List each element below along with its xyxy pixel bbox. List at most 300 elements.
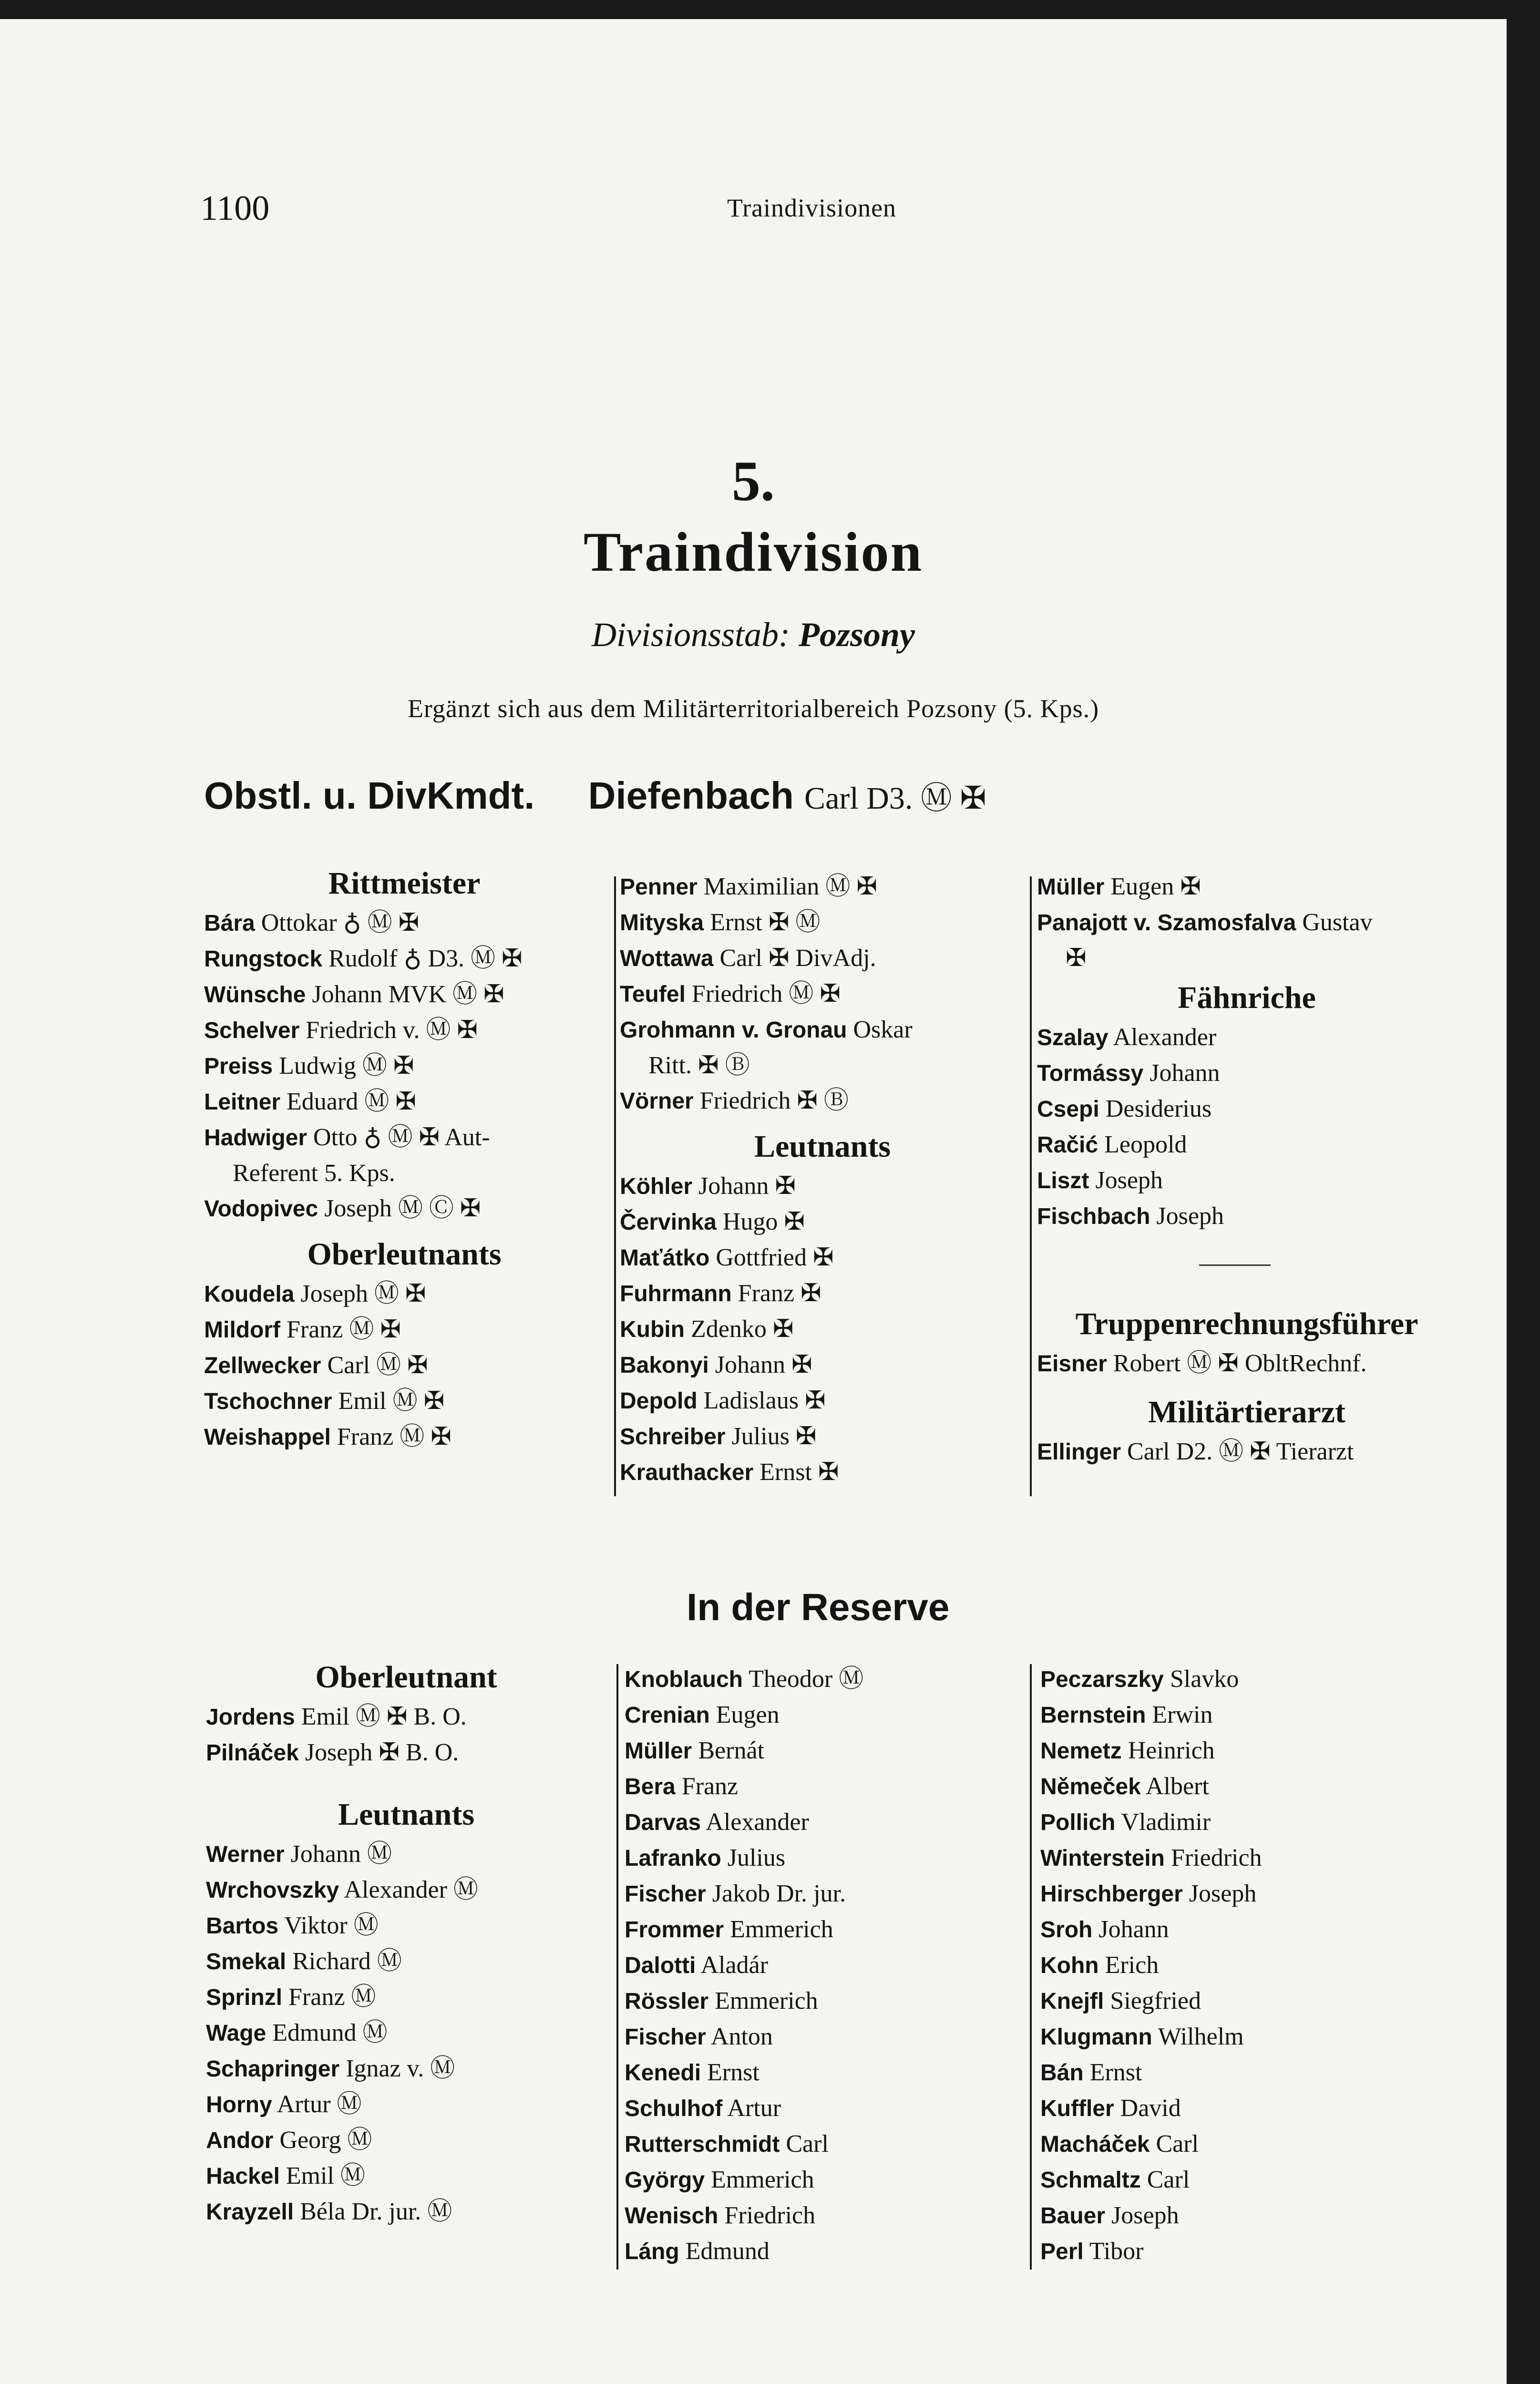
surname: Wrchovszky	[206, 1878, 339, 1903]
surname: Teufel	[620, 982, 686, 1007]
list-item	[1037, 1056, 1457, 1091]
details: Erich	[1105, 1952, 1159, 1979]
list-item	[1040, 2234, 1460, 2270]
section-heading: Oberleutnant	[315, 1660, 497, 1695]
details: Franz Ⓜ	[288, 1983, 376, 2011]
list-item	[1040, 2162, 1460, 2198]
surname: Kubin	[620, 1317, 685, 1342]
divisionsstab-line	[0, 615, 1507, 655]
surname: Tschochner	[204, 1389, 332, 1414]
details: Carl	[1156, 2130, 1199, 2158]
surname: Pollich	[1040, 1810, 1116, 1835]
surname: Andor	[206, 2128, 274, 2153]
details: Johann MVK Ⓜ ✠	[312, 981, 504, 1008]
list-item	[625, 1948, 1025, 1983]
details: Friedrich	[1170, 1844, 1262, 1871]
list-item	[620, 1312, 1025, 1347]
list-item	[206, 1944, 606, 1980]
scan-border-top	[0, 0, 1540, 19]
details: Joseph	[1095, 1167, 1163, 1194]
surname: Sroh	[1040, 1917, 1093, 1942]
reserve-leutnants-list-2	[625, 1662, 1025, 2270]
details: Desiderius	[1105, 1095, 1212, 1122]
details: Heinrich	[1128, 1737, 1215, 1764]
details: Oskar	[853, 1016, 913, 1043]
surname: Leitner	[204, 1089, 281, 1115]
details: Eugen ✠	[1110, 873, 1201, 900]
details: Franz	[681, 1773, 739, 1800]
surname: Krayzell	[206, 2199, 294, 2225]
list-item	[1037, 1346, 1457, 1382]
column-reserve-2	[625, 1662, 1025, 2270]
list-item	[204, 1013, 605, 1048]
details: Johann	[1150, 1059, 1220, 1087]
running-head: Traindivisionen	[727, 194, 897, 222]
list-item	[206, 2015, 606, 2051]
list-item	[1040, 1983, 1460, 2019]
surname: Němeček	[1040, 1774, 1141, 1799]
details: Joseph ✠ B. O.	[305, 1739, 459, 1766]
division-title: Traindivision	[583, 521, 924, 583]
details: Emmerich	[715, 1987, 818, 2014]
details: Otto ♁ Ⓜ ✠ Aut-	[313, 1124, 490, 1151]
surname: Kuffler	[1040, 2096, 1114, 2121]
details: Julius	[727, 1844, 786, 1871]
surname: Kenedi	[625, 2060, 701, 2086]
surname: Bakonyi	[620, 1353, 709, 1378]
commander-details: Carl D3. Ⓜ ✠	[804, 781, 986, 816]
details: Leopold	[1104, 1131, 1187, 1158]
details: Aladár	[700, 1952, 768, 1979]
details: Albert	[1145, 1773, 1209, 1800]
surname: Jordens	[206, 1705, 295, 1730]
surname: Preiss	[204, 1054, 273, 1079]
surname: Schulhof	[625, 2096, 723, 2121]
list-item	[204, 941, 605, 977]
list-item	[1040, 1733, 1460, 1769]
details: Joseph Ⓜ ✠	[300, 1280, 426, 1307]
surname: Wage	[206, 2021, 267, 2046]
section-heading: Militärtierarzt	[1148, 1395, 1346, 1429]
list-item	[204, 1419, 605, 1455]
surname: Werner	[206, 1842, 285, 1867]
surname: Crenian	[625, 1703, 710, 1728]
list-item	[204, 1048, 605, 1084]
list-item	[620, 1048, 1025, 1083]
commander-rank: Obstl. u. DivKmdt.	[204, 774, 535, 817]
details: Franz ✠	[738, 1280, 821, 1307]
surname: Rössler	[625, 1989, 709, 2014]
surname: Grohmann v. Gronau	[620, 1017, 847, 1043]
list-item	[1037, 1091, 1457, 1127]
list-item	[206, 2123, 606, 2158]
details: Eduard Ⓜ ✠	[287, 1088, 416, 1115]
list-item	[206, 2051, 606, 2087]
list-item	[1040, 1769, 1460, 1805]
section-heading: Leutnants	[338, 1797, 475, 1832]
details: Joseph	[1189, 1880, 1257, 1907]
list-item	[204, 1156, 605, 1191]
list-item	[204, 1276, 605, 1312]
surname: Hirschberger	[1040, 1881, 1183, 1907]
details: Artur Ⓜ	[277, 2091, 362, 2118]
details: Eugen	[716, 1701, 780, 1728]
list-item	[1037, 1127, 1457, 1163]
details: Johann ✠	[698, 1172, 796, 1200]
details: Viktor Ⓜ	[284, 1912, 379, 1939]
surname: Peczarszky	[1040, 1667, 1164, 1692]
surname: Knejfl	[1040, 1989, 1104, 2014]
details: Robert Ⓜ ✠ ObltRechnf.	[1113, 1350, 1367, 1377]
surname: Račić	[1037, 1132, 1099, 1158]
surname: Koudela	[204, 1282, 295, 1307]
list-item	[1040, 1876, 1460, 1912]
truppenrechnungsfuehrer-list	[1037, 1346, 1457, 1382]
details: Ritt. ✠ Ⓑ	[648, 1052, 750, 1079]
surname: Szalay	[1037, 1025, 1109, 1050]
list-item	[204, 1191, 605, 1227]
details: Alexander Ⓜ	[344, 1876, 478, 1903]
list-item	[1040, 2127, 1460, 2162]
surname: Bera	[625, 1774, 676, 1799]
list-item	[620, 905, 1025, 941]
list-item	[1037, 1199, 1457, 1234]
militaertierarzt-list	[1037, 1434, 1457, 1470]
section-heading: Truppenrechnungsführer	[1075, 1306, 1418, 1341]
surname: Depold	[620, 1388, 698, 1414]
ergaenzt-line: Ergänzt sich aus dem Militärterritorialbereich Pozsony (5. Kps.)	[407, 694, 1099, 723]
column-divider	[616, 1664, 618, 2270]
details: Ignaz v. Ⓜ	[346, 2055, 455, 2082]
details: Bernát	[698, 1737, 764, 1764]
surname: Winterstein	[1040, 1846, 1165, 1871]
details: Julius ✠	[731, 1423, 817, 1450]
list-item	[204, 905, 605, 941]
surname: György	[625, 2168, 705, 2193]
list-item	[204, 1348, 605, 1384]
surname: Schapringer	[206, 2056, 340, 2082]
list-item	[206, 1980, 606, 2015]
surname: Horny	[206, 2092, 272, 2117]
list-item	[1037, 1434, 1457, 1470]
list-item	[620, 1012, 1025, 1048]
list-item	[625, 1697, 1025, 1733]
details: Johann ✠	[715, 1351, 812, 1378]
surname: Bernstein	[1040, 1703, 1146, 1728]
list-item	[206, 2194, 606, 2230]
details: Siegfried	[1110, 1987, 1201, 2014]
reserve-oberleutnant-list	[206, 1699, 606, 1771]
surname: Wenisch	[625, 2203, 719, 2229]
list-item	[620, 976, 1025, 1012]
section-heading: Fähnriche	[1178, 980, 1316, 1015]
surname: Macháček	[1040, 2132, 1150, 2157]
surname: Perl	[1040, 2239, 1084, 2264]
list-item	[204, 1312, 605, 1348]
list-item	[625, 1876, 1025, 1912]
surname: Hackel	[206, 2164, 280, 2189]
surname: Mityska	[620, 910, 704, 935]
list-item	[625, 1769, 1025, 1805]
surname: Zellwecker	[204, 1353, 321, 1378]
list-item	[620, 1169, 1025, 1204]
details: Ladislaus ✠	[703, 1387, 826, 1414]
surname: Fischer	[625, 2024, 706, 2050]
list-item	[625, 2162, 1025, 2198]
oberleutnants-list	[204, 1276, 605, 1455]
list-item	[625, 2198, 1025, 2234]
reserve-leutnants-list-3	[1040, 1662, 1460, 2270]
details: Emmerich	[711, 2166, 814, 2193]
details: Friedrich	[724, 2202, 816, 2229]
surname: Lafranko	[625, 1846, 721, 1871]
list-item	[204, 977, 605, 1013]
details: Alexander	[1113, 1024, 1217, 1051]
list-item	[204, 1384, 605, 1419]
details: Artur	[727, 2095, 781, 2122]
details: Maximilian Ⓜ ✠	[703, 873, 877, 900]
details: Gustav	[1302, 909, 1373, 936]
details: Ernst ✠	[760, 1459, 839, 1486]
surname: Smekal	[206, 1949, 287, 1974]
surname: Dalotti	[625, 1953, 696, 1978]
details: Alexander	[706, 1809, 809, 1836]
details: Tibor	[1089, 2238, 1144, 2265]
surname: Klugmann	[1040, 2024, 1152, 2050]
surname: Weishappel	[204, 1425, 331, 1450]
surname: Schreiber	[620, 1424, 726, 1449]
details: Theodor Ⓜ	[749, 1665, 864, 1693]
surname: Müller	[1037, 874, 1105, 900]
list-item	[206, 1872, 606, 1908]
details: Edmund Ⓜ	[272, 2019, 388, 2046]
list-item	[620, 941, 1025, 976]
list-item	[625, 2234, 1025, 2270]
details: Johann Ⓜ	[290, 1840, 392, 1868]
surname: Fuhrmann	[620, 1281, 732, 1306]
column-divider	[1030, 876, 1032, 1496]
surname: Frommer	[625, 1917, 724, 1942]
list-item	[1040, 1840, 1460, 1876]
surname: Rutterschmidt	[625, 2132, 780, 2157]
details: Zdenko ✠	[690, 1315, 794, 1343]
scan-border-right	[1507, 0, 1540, 2384]
list-item	[625, 2055, 1025, 2091]
surname: Hadwiger	[204, 1125, 308, 1151]
section-heading: Leutnants	[754, 1129, 891, 1164]
list-item	[1040, 1662, 1460, 1697]
details: Carl	[786, 2130, 829, 2158]
details: Friedrich ✠ Ⓑ	[699, 1087, 849, 1114]
surname: Fischer	[625, 1881, 706, 1907]
list-item	[206, 1908, 606, 1944]
details: Joseph	[1111, 2202, 1179, 2229]
list-item	[206, 1699, 606, 1735]
section-heading: Rittmeister	[328, 866, 481, 901]
list-item	[1037, 941, 1457, 976]
reserve-leutnants-list	[206, 1837, 606, 2230]
details: David	[1120, 2095, 1181, 2122]
list-item	[620, 1083, 1025, 1119]
list-item	[1040, 2055, 1460, 2091]
details: Carl	[1147, 2166, 1190, 2193]
surname: Penner	[620, 874, 698, 900]
list-item	[1040, 1948, 1460, 1983]
surname: Knoblauch	[625, 1667, 743, 1692]
surname: Červinka	[620, 1210, 717, 1235]
list-item	[1040, 1697, 1460, 1733]
details: Friedrich Ⓜ ✠	[691, 980, 841, 1007]
details: Carl D2. Ⓜ ✠ Tierarzt	[1127, 1438, 1354, 1465]
leutnants-list	[620, 1169, 1025, 1490]
surname: Rungstock	[204, 946, 323, 972]
list-item	[206, 1735, 606, 1771]
surname: Csepi	[1037, 1097, 1099, 1122]
surname: Köhler	[620, 1174, 693, 1199]
list-item	[625, 1983, 1025, 2019]
faehnriche-list	[1037, 1020, 1457, 1234]
list-item	[620, 1276, 1025, 1312]
list-item	[620, 1240, 1025, 1276]
list-item	[620, 1419, 1025, 1455]
list-item	[625, 1662, 1025, 1697]
details: Emil Ⓜ ✠ B. O.	[301, 1703, 467, 1730]
column-reserve-1	[206, 1659, 606, 2230]
list-item	[620, 1383, 1025, 1419]
list-item	[1040, 2091, 1460, 2127]
list-item	[1040, 2198, 1460, 2234]
surname: Liszt	[1037, 1168, 1089, 1193]
list-item	[206, 1837, 606, 1872]
list-item	[1037, 1020, 1457, 1056]
details: ✠	[1066, 945, 1087, 972]
details: Ottokar ♁ Ⓜ ✠	[261, 909, 420, 936]
list-item	[1040, 1912, 1460, 1948]
surname: Nemetz	[1040, 1738, 1122, 1764]
surname: Vodopivec	[204, 1196, 318, 1222]
section-heading: Oberleutnants	[307, 1237, 502, 1272]
list-item	[625, 1840, 1025, 1876]
surname: Tormássy	[1037, 1061, 1144, 1086]
commander-line	[204, 772, 986, 818]
surname: Vörner	[620, 1089, 694, 1114]
list-item	[204, 1120, 605, 1156]
rittmeister-list	[204, 905, 605, 1227]
details: Gottfried ✠	[716, 1244, 834, 1271]
list-item	[1037, 869, 1457, 905]
list-item	[1040, 2019, 1460, 2055]
list-item	[625, 2091, 1025, 2127]
column-reserve-3	[1040, 1662, 1460, 2270]
list-item	[625, 1912, 1025, 1948]
details: Emil Ⓜ ✠	[338, 1387, 445, 1415]
surname: Bára	[204, 911, 255, 936]
details: Referent 5. Kps.	[233, 1160, 395, 1187]
rittmeister-list-cont	[620, 869, 1025, 1119]
details: Vladimir	[1121, 1809, 1211, 1836]
stab-place: Pozsony	[798, 616, 915, 654]
details: Emil Ⓜ	[286, 2162, 365, 2189]
details: Georg Ⓜ	[279, 2127, 372, 2154]
details: Ernst	[1089, 2059, 1142, 2086]
list-item	[620, 869, 1025, 905]
details: Emmerich	[730, 1916, 833, 1943]
details: Erwin	[1152, 1701, 1213, 1728]
list-item	[1037, 905, 1457, 941]
details: Ernst ✠ Ⓜ	[710, 909, 821, 936]
details: Franz Ⓜ ✠	[286, 1316, 401, 1343]
surname: Eisner	[1037, 1351, 1107, 1377]
stab-label: Divisionsstab:	[591, 616, 790, 654]
column-officers-1	[204, 865, 605, 1455]
list-item	[206, 2158, 606, 2194]
details: Slavko	[1170, 1665, 1239, 1693]
list-item	[625, 1805, 1025, 1840]
separator-dash	[1199, 1264, 1271, 1266]
surname: Schmaltz	[1040, 2168, 1141, 2193]
commander-name: Diefenbach	[588, 774, 794, 817]
details: Anton	[710, 2023, 773, 2050]
list-item	[204, 1084, 605, 1120]
surname: Kohn	[1040, 1953, 1099, 1978]
details: Wilhelm	[1158, 2023, 1244, 2050]
surname: Schelver	[204, 1018, 300, 1043]
list-item	[625, 2019, 1025, 2055]
details: Richard Ⓜ	[292, 1948, 402, 1975]
details: Carl ✠ DivAdj.	[719, 945, 876, 972]
list-item	[1037, 1163, 1457, 1199]
list-item	[206, 2087, 606, 2123]
surname: Sprinzl	[206, 1985, 283, 2010]
details: Joseph Ⓜ Ⓒ ✠	[324, 1195, 481, 1222]
details: Carl Ⓜ ✠	[327, 1352, 428, 1379]
column-officers-3	[1037, 869, 1457, 1470]
surname: Pilnáček	[206, 1740, 299, 1766]
details: Joseph	[1156, 1202, 1224, 1230]
surname: Panajott v. Szamosfalva	[1037, 910, 1296, 935]
list-item	[625, 1733, 1025, 1769]
surname: Wottawa	[620, 946, 714, 971]
details: Ludwig Ⓜ ✠	[279, 1052, 414, 1079]
list-item	[1040, 1805, 1460, 1840]
surname: Maťátko	[620, 1245, 710, 1271]
surname: Bartos	[206, 1913, 279, 1939]
details: Hugo ✠	[722, 1208, 805, 1235]
details: Edmund	[685, 2238, 770, 2265]
surname: Krauthacker	[620, 1460, 754, 1485]
surname: Bauer	[1040, 2203, 1106, 2229]
details: Johann	[1099, 1916, 1169, 1943]
column-divider	[614, 876, 616, 1496]
surname: Darvas	[625, 1810, 701, 1835]
surname: Mildorf	[204, 1317, 280, 1343]
list-item	[620, 1204, 1025, 1240]
details: Rudolf ♁ D3. Ⓜ ✠	[329, 945, 523, 972]
list-item	[625, 2127, 1025, 2162]
surname: Bán	[1040, 2060, 1084, 2086]
reserve-heading: In der Reserve	[687, 1586, 950, 1628]
column-officers-2	[620, 869, 1025, 1490]
column-divider	[1030, 1664, 1032, 2270]
details: Ernst	[707, 2059, 760, 2086]
surname: Láng	[625, 2239, 679, 2264]
details: Franz Ⓜ ✠	[337, 1423, 452, 1450]
details: Jakob Dr. jur.	[712, 1880, 846, 1907]
surname: Müller	[625, 1738, 692, 1764]
details: Béla Dr. jur. Ⓜ	[300, 2198, 452, 2225]
oberleutnants-list-cont	[1037, 869, 1457, 976]
page-number: 1100	[200, 189, 270, 228]
